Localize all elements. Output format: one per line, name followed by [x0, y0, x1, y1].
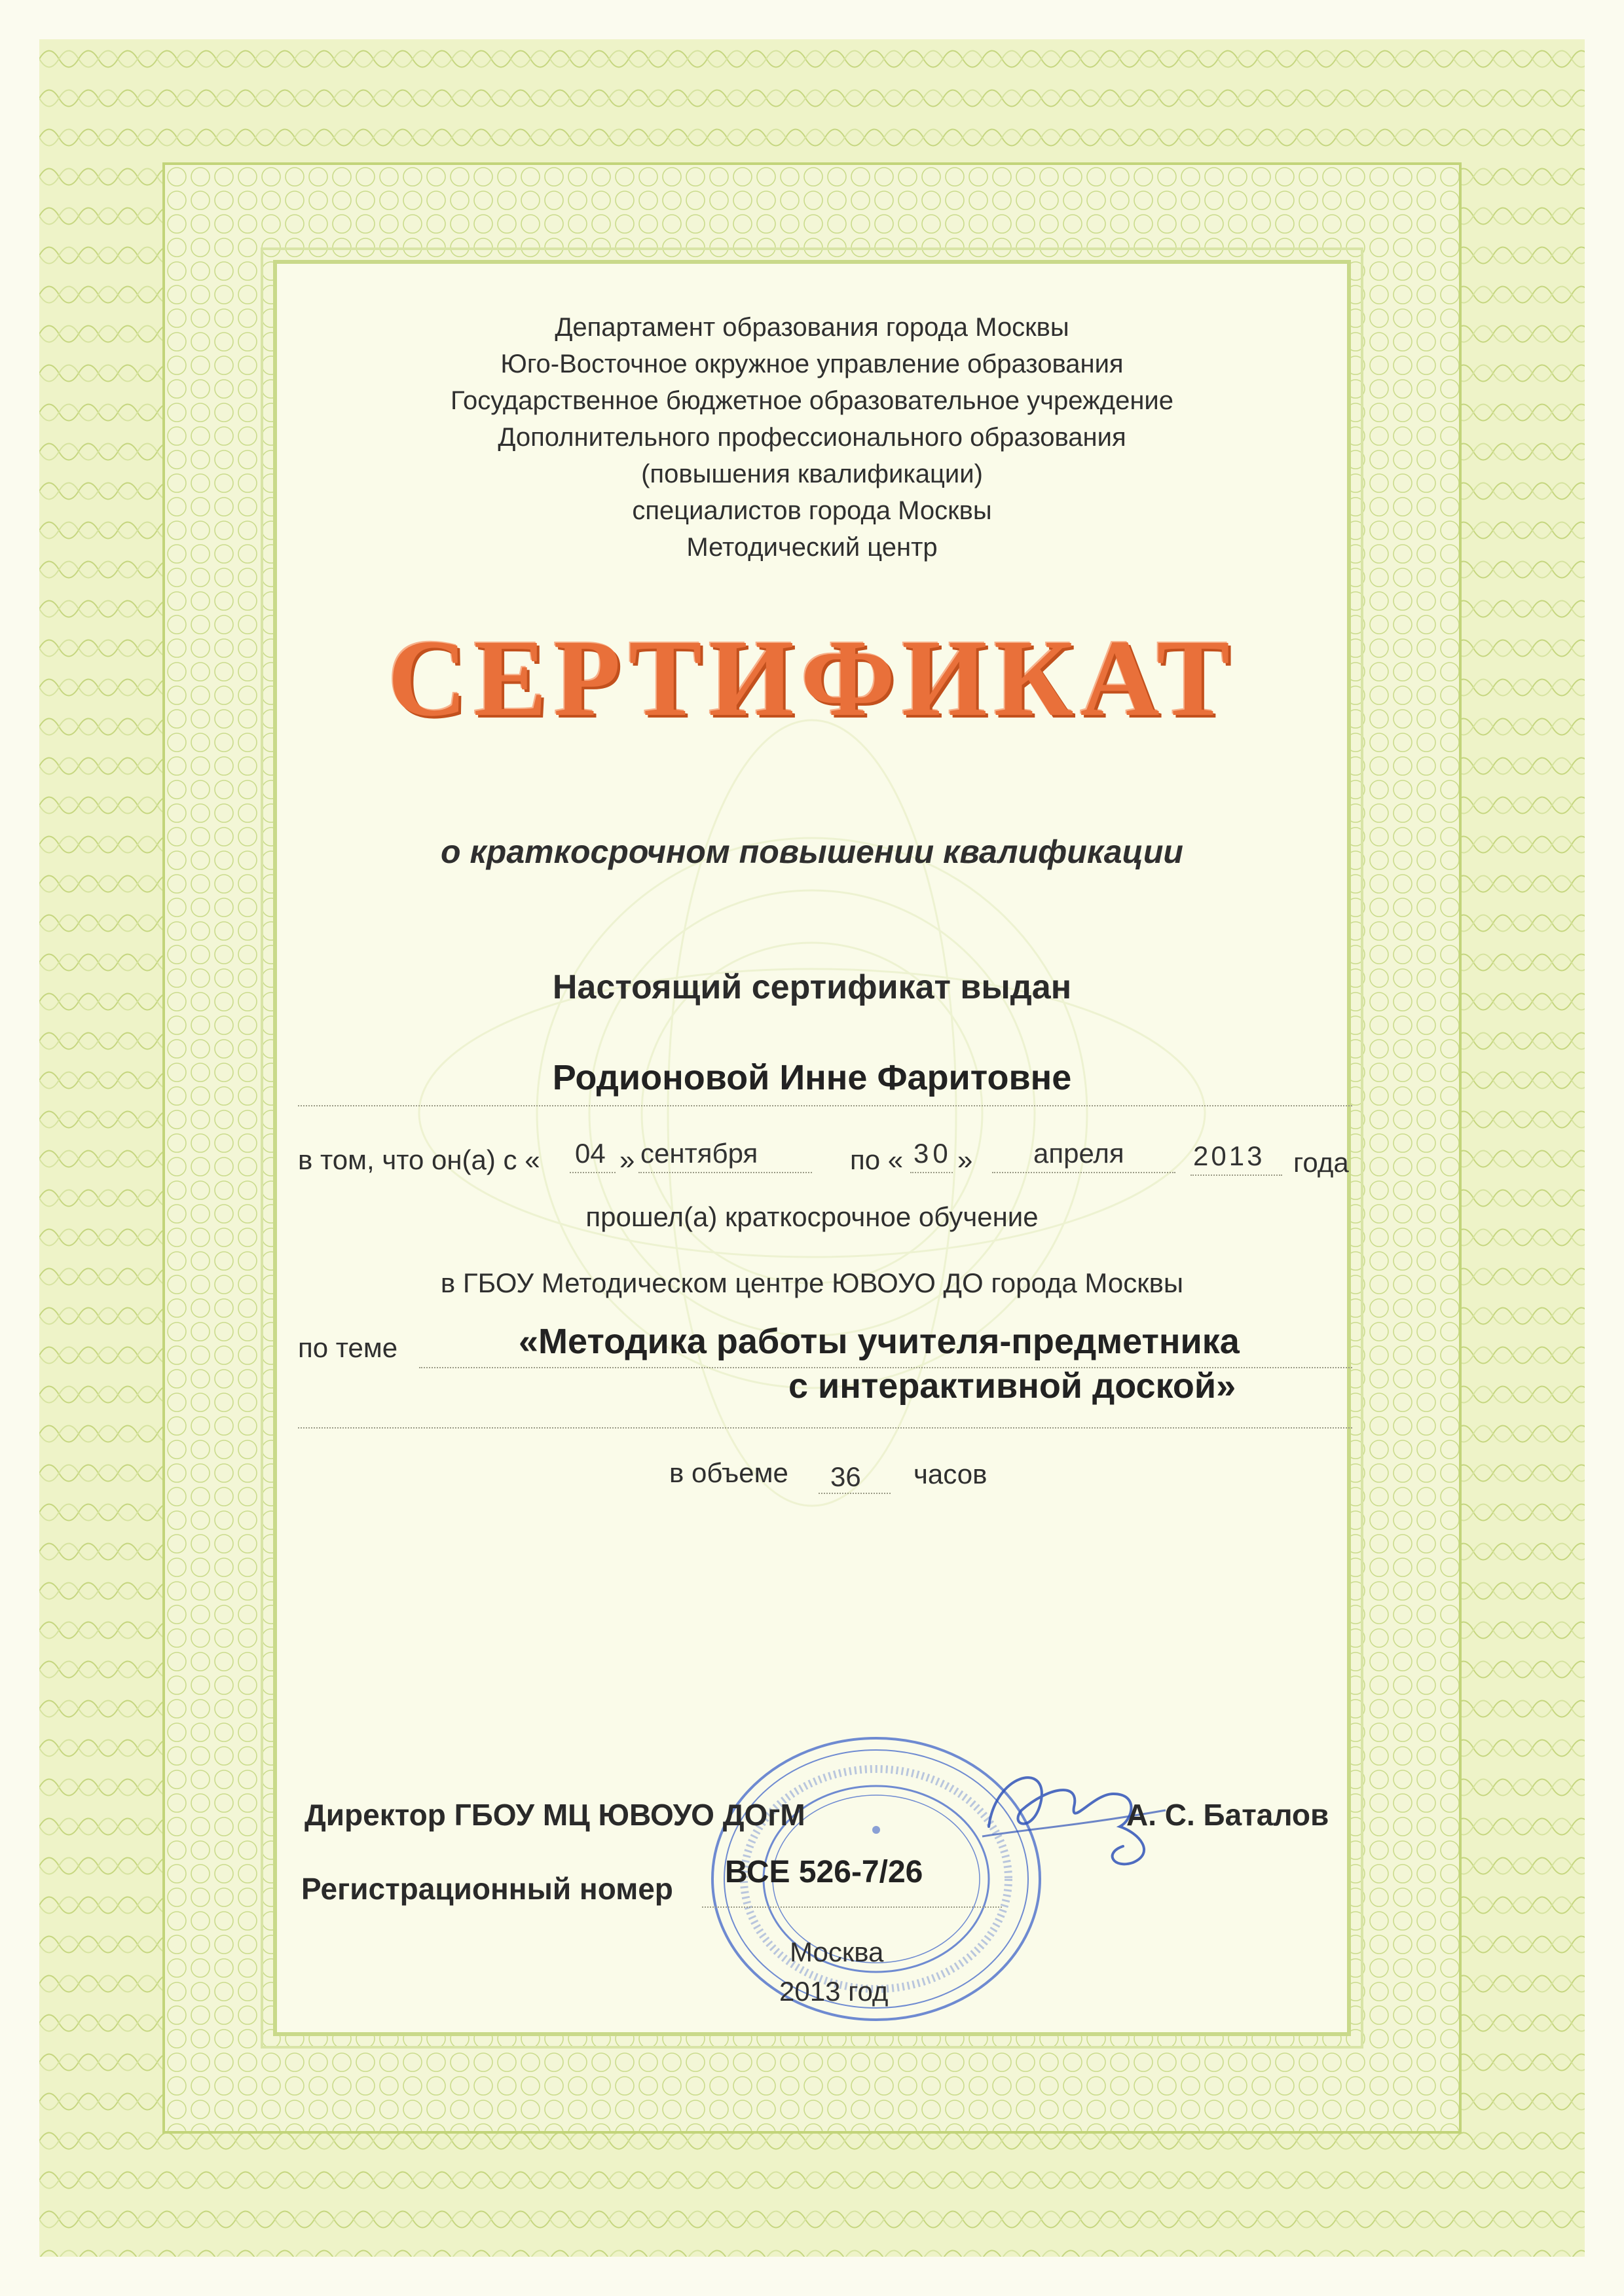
to-label: по « [850, 1144, 904, 1175]
registration-label: Регистрационный номер [301, 1872, 673, 1906]
year-line [1190, 1175, 1282, 1176]
period-mid-1: » [619, 1144, 635, 1175]
volume-prefix: в объеме [669, 1457, 788, 1488]
period-mid-2: » [957, 1144, 973, 1175]
end-day-line [910, 1172, 953, 1173]
end-day: 30 [913, 1138, 952, 1169]
period-prefix: в том, что он(а) с « [298, 1144, 540, 1175]
end-month: апреля [1033, 1138, 1124, 1169]
start-month: сентября [640, 1138, 758, 1169]
header-line-6: специалистов города Москвы [632, 496, 992, 525]
year-suffix: года [1293, 1147, 1349, 1178]
period-year: 2013 [1193, 1140, 1265, 1171]
director-title: Директор ГБОУ МЦ ЮВОУО ДОгМ [304, 1798, 805, 1832]
topic-line-2-underline [298, 1427, 1352, 1429]
certificate-title: СЕРТИФИКАТ [387, 617, 1237, 739]
volume-suffix: часов [913, 1459, 987, 1489]
certificate-subtitle: о краткосрочном повышении квалификации [441, 833, 1183, 870]
training-line: прошел(а) краткосрочное обучение [585, 1201, 1039, 1232]
volume-hours-line [819, 1493, 891, 1494]
header-line-7: Методический центр [686, 533, 938, 562]
issue-city: Москва [790, 1937, 884, 1967]
header-line-2: Юго-Восточное окружное управление образования [500, 350, 1124, 378]
institution-line: в ГБОУ Методическом центре ЮВОУО ДО города Москвы [440, 1267, 1184, 1298]
director-name: А. С. Баталов [1126, 1798, 1329, 1832]
header-line-1: Департамент образования города Москвы [555, 313, 1069, 342]
registration-underline [702, 1906, 1002, 1908]
issue-year: 2013 год [779, 1976, 889, 2007]
volume-hours: 36 [830, 1461, 861, 1492]
topic-line-1: «Методика работы учителя-предметника [519, 1322, 1240, 1361]
end-month-line [992, 1172, 1175, 1173]
header-line-4: Дополнительного профессионального образования [498, 423, 1126, 452]
start-day: 04 [575, 1138, 606, 1169]
registration-number: ВСЕ 526-7/26 [725, 1855, 923, 1889]
recipient-name: Родионовой Инне Фаритовне [552, 1058, 1072, 1097]
start-day-line [570, 1172, 616, 1173]
recipient-underline [298, 1105, 1352, 1106]
start-month-line [638, 1172, 812, 1173]
topic-line-2: с интерактивной доской» [788, 1366, 1236, 1406]
issued-label: Настоящий сертификат выдан [552, 968, 1072, 1006]
header-line-5: (повышения квалификации) [641, 460, 983, 488]
header-line-3: Государственное бюджетное образовательное учреждение [450, 386, 1174, 415]
topic-label: по теме [298, 1332, 398, 1363]
